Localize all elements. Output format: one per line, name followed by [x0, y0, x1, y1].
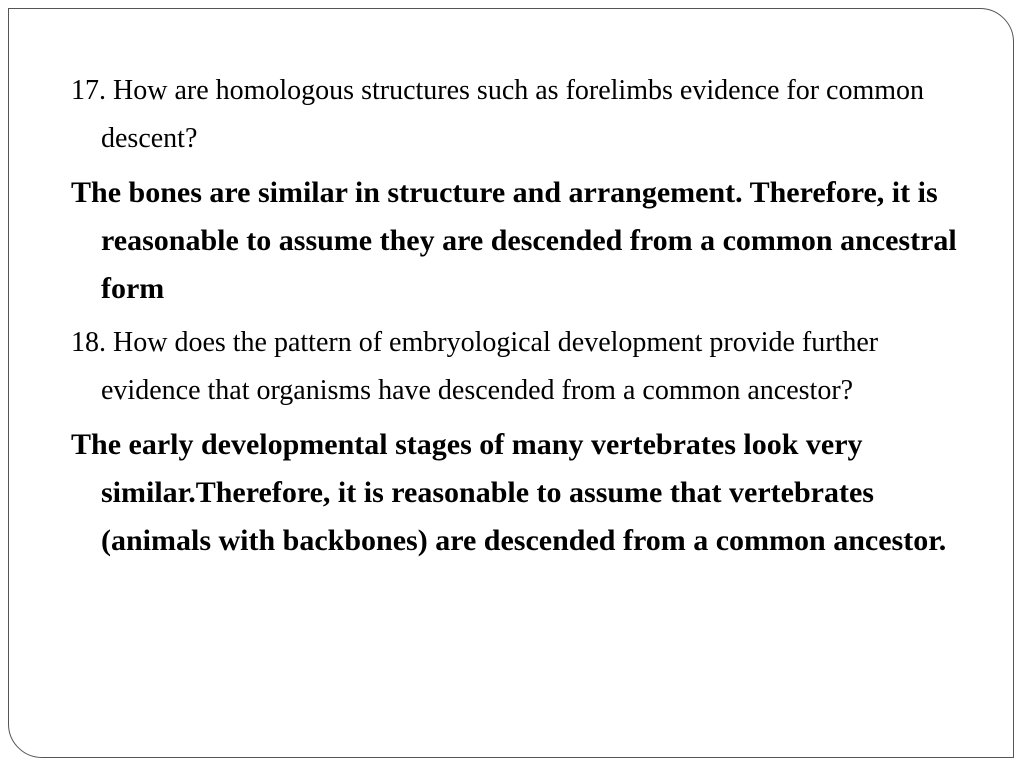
question-17: 17. How are homologous structures such as forelimbs evidence for common descent? — [71, 75, 925, 154]
answer-17: The bones are similar in structure and arrangement. Therefore, it is reasonable to assume they are descended from a common ancestral form — [71, 176, 957, 305]
answer-18: The early developmental stages of many vertebrates look very similar.Therefore, it is reasonable to assume that vertebrates (animals with backbones) are descended from a common ancestor. — [71, 428, 947, 557]
slide-body — [71, 67, 971, 571]
question-18: 18. How does the pattern of embryological development provide further evidence that organisms have descended from a common ancestor? — [71, 327, 879, 406]
slide-frame — [8, 8, 1014, 758]
